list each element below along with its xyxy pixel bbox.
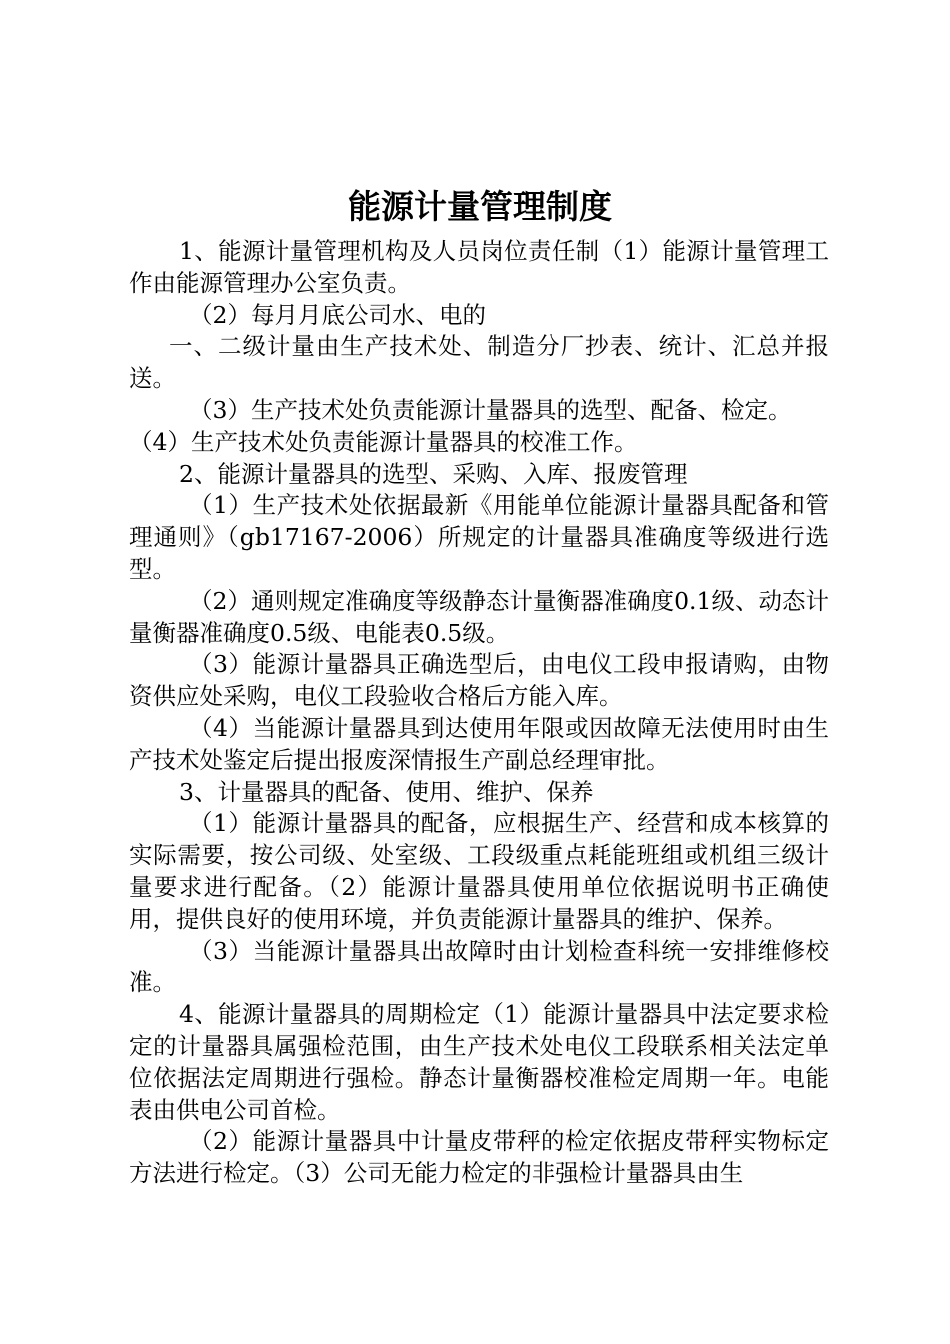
paragraph-11: 3、计量器具的配备、使用、维护、保养 — [179, 777, 594, 806]
paragraph-12: （1）能源计量器具的配备，应根据生产、经营和成本核算的实际需要，按公司级、处室级、工段级重点耗能班组或机组三级计量要求进行配备。（2）能源计量器具使用单位依据说明书正确使用，提供良好的使用环境，并负责能源计量器具的维护、保养。 — [129, 809, 829, 933]
paragraph-2: （2）每月月底公司水、电的 — [189, 300, 486, 329]
paragraph-3: 一、二级计量由生产技术处、制造分厂抄表、统计、汇总并报送。 — [129, 332, 829, 393]
paragraph-15: （2）能源计量器具中计量皮带秤的检定依据皮带秤实物标定方法进行检定。（3）公司无能力检定的非强检计量器具由生 — [129, 1127, 829, 1188]
paragraph-14: 4、能源计量器具的周期检定（1）能源计量器具中法定要求检定的计量器具属强检范围，由生产技术处电仪工段联系相关法定单位依据法定周期进行强检。静态计量衡器校准检定周期一年。电能表由供电公司首检。 — [129, 1000, 829, 1124]
paragraph-9: （3）能源计量器具正确选型后，由电仪工段申报请购，由物资供应处采购，电仪工段验收合格后方能入库。 — [129, 650, 829, 711]
paragraph-8: （2）通则规定准确度等级静态计量衡器准确度0.1级、动态计量衡器准确度0.5级、电能表0.5级。 — [129, 586, 829, 647]
document-title: 能源计量管理制度 — [348, 187, 612, 226]
paragraph-7: （1）生产技术处依据最新《用能单位能源计量器具配备和管理通则》（gb17167-2006）所规定的计量器具准确度等级进行选型。 — [129, 491, 829, 583]
paragraph-4: （3）生产技术处负责能源计量器具的选型、配备、检定。 — [189, 395, 792, 424]
paragraph-1: 1、能源计量管理机构及人员岗位责任制（1）能源计量管理工作由能源管理办公室负责。 — [129, 237, 829, 297]
paragraph-5: （4）生产技术处负责能源计量器具的校准工作。 — [129, 427, 638, 456]
document-body — [129, 236, 829, 1190]
paragraph-10: （4）当能源计量器具到达使用年限或因故障无法使用时由生产技术处鉴定后提出报废深情报生产副总经理审批。 — [129, 713, 829, 774]
paragraph-13: （3）当能源计量器具出故障时由计划检查科统一安排维修校准。 — [129, 936, 829, 997]
paragraph-6: 2、能源计量器具的选型、采购、入库、报废管理 — [179, 459, 688, 488]
